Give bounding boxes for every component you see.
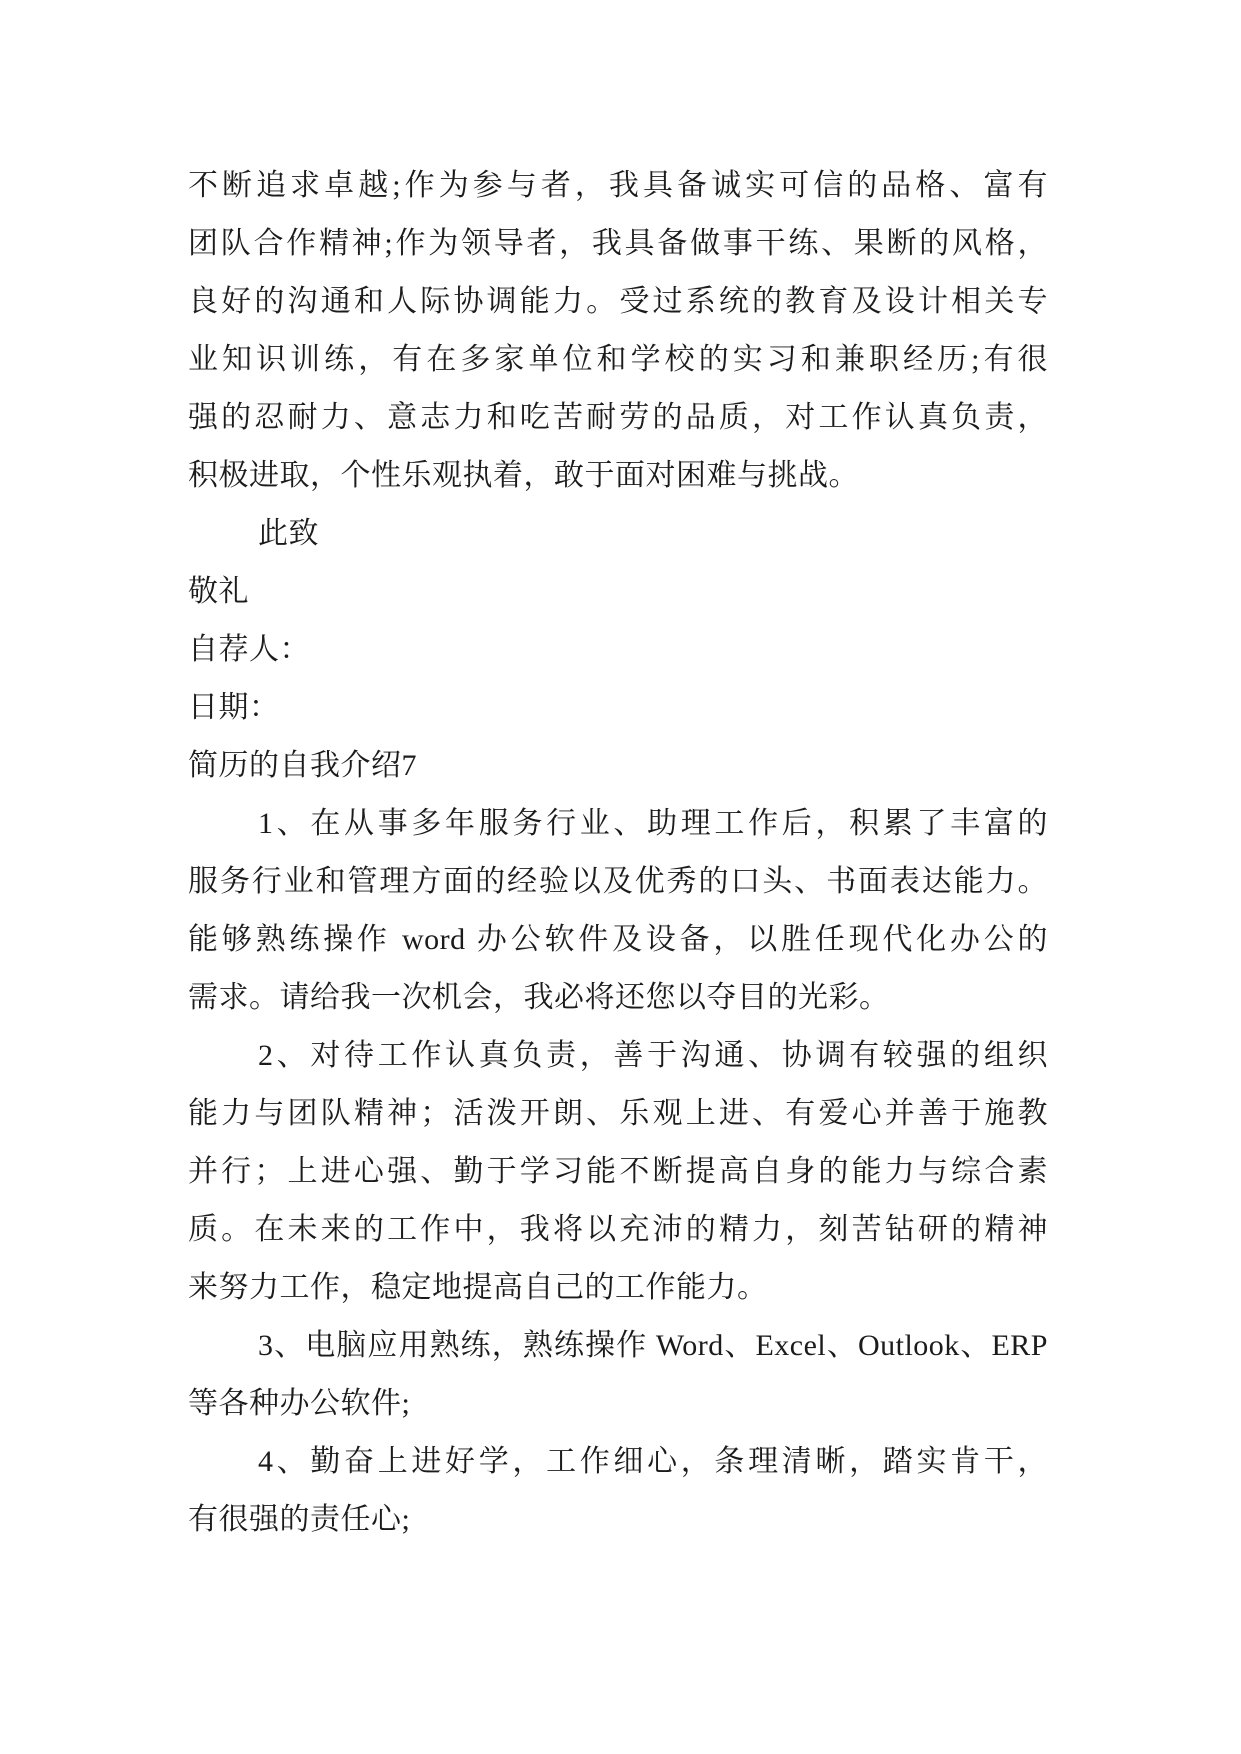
text-line: 能够熟练操作 word 办公软件及设备，以胜任现代化办公的 xyxy=(188,923,1048,956)
text-line: 此致 xyxy=(258,517,319,550)
text-line: 并行；上进心强、勤于学习能不断提高自身的能力与综合素 xyxy=(188,1155,1048,1188)
text-line: 不断追求卓越;作为参与者，我具备诚实可信的品格、富有 xyxy=(188,169,1048,202)
text-line: 积极进取，个性乐观执着，敢于面对困难与挑战。 xyxy=(188,459,859,492)
text-line: 日期： xyxy=(188,691,280,724)
text-line: 简历的自我介绍7 xyxy=(188,749,417,782)
text-line: 来努力工作，稳定地提高自己的工作能力。 xyxy=(188,1271,768,1304)
text-line: 需求。请给我一次机会，我必将还您以夺目的光彩。 xyxy=(188,981,890,1014)
text-line: 质。在未来的工作中，我将以充沛的精力，刻苦钻研的精神 xyxy=(188,1213,1048,1246)
text-line: 良好的沟通和人际协调能力。受过系统的教育及设计相关专 xyxy=(188,285,1048,318)
text-line: 团队合作精神;作为领导者，我具备做事干练、果断的风格， xyxy=(188,227,1048,260)
text-line: 强的忍耐力、意志力和吃苦耐劳的品质，对工作认真负责， xyxy=(188,401,1048,434)
document-text xyxy=(188,157,1048,1549)
text-line: 敬礼 xyxy=(188,575,249,608)
text-line: 等各种办公软件; xyxy=(188,1387,411,1420)
text-line: 4、勤奋上进好学，工作细心，条理清晰，踏实肯干， xyxy=(258,1445,1048,1478)
text-line: 3、电脑应用熟练，熟练操作 Word、Excel、Outlook、ERP xyxy=(258,1329,1048,1362)
text-line: 能力与团队精神；活泼开朗、乐观上进、有爱心并善于施教 xyxy=(188,1097,1048,1130)
text-line: 服务行业和管理方面的经验以及优秀的口头、书面表达能力。 xyxy=(188,865,1048,898)
text-line: 有很强的责任心; xyxy=(188,1503,411,1536)
text-line: 2、对待工作认真负责，善于沟通、协调有较强的组织 xyxy=(258,1039,1048,1072)
text-line: 业知识训练，有在多家单位和学校的实习和兼职经历;有很 xyxy=(188,343,1048,376)
text-line: 自荐人： xyxy=(188,633,310,666)
text-line: 1、在从事多年服务行业、助理工作后，积累了丰富的 xyxy=(258,807,1048,840)
